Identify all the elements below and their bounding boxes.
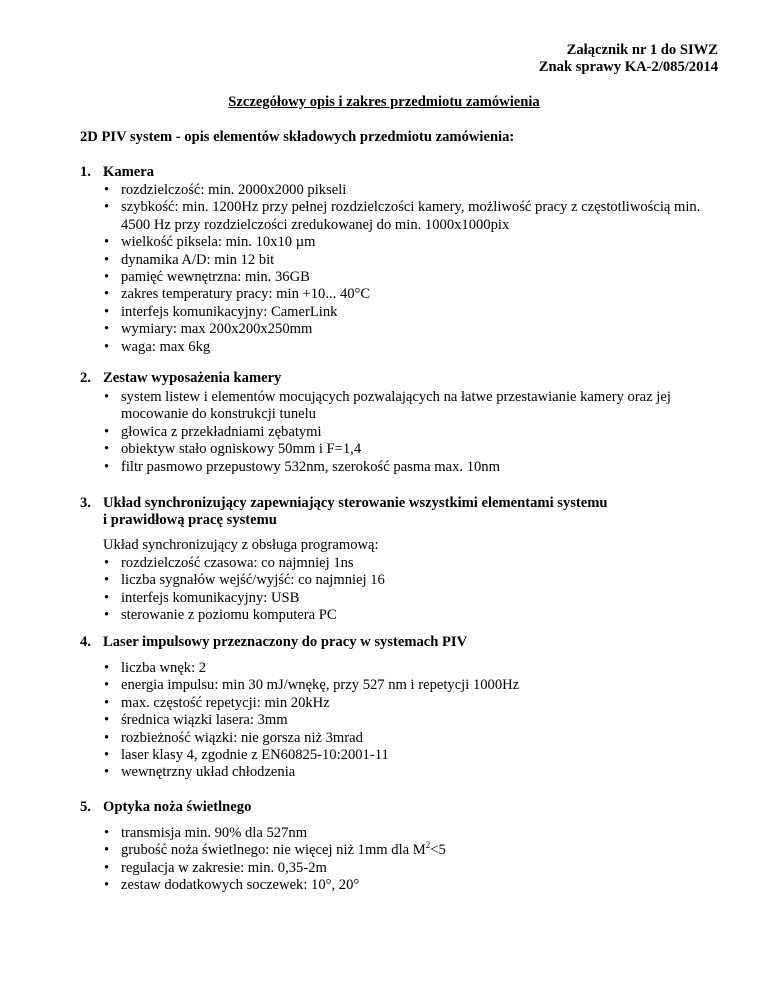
list-item: • średnica wiązki lasera: 3mm xyxy=(0,712,711,729)
list-item: • rozbieżność wiązki: nie gorsza niż 3mrad xyxy=(0,730,711,747)
list-item: • zakres temperatury pracy: min +10... 40°C xyxy=(0,286,711,303)
section-5-list xyxy=(0,825,768,895)
section-title: Zestaw wyposażenia kamery xyxy=(103,370,282,386)
list-item: • energia impulsu: min 30 mJ/wnękę, przy 527 nm i repetycji 1000Hz xyxy=(0,677,711,694)
list-item: • wymiary: max 200x200x250mm xyxy=(0,321,711,338)
section-number: 5. xyxy=(80,799,91,815)
list-item: • interfejs komunikacyjny: USB xyxy=(0,590,711,607)
list-item: • szybkość: min. 1200Hz przy pełnej rozdzielczości kamery, możliwość pracy z częstotliwością min. 4500 Hz przy rozdzielczości zredukowanej do min. 1000x1000pix xyxy=(0,199,711,234)
list-item: • pamięć wewnętrzna: min. 36GB xyxy=(0,269,711,286)
list-item: • zestaw dodatkowych soczewek: 10°, 20° xyxy=(0,877,711,894)
section-title-line-1: Układ synchronizujący zapewniający sterowanie wszystkimi elementami systemu xyxy=(103,495,608,511)
list-item: • dynamika A/D: min 12 bit xyxy=(0,252,711,269)
list-item: • filtr pasmowo przepustowy 532nm, szerokość pasma max. 10nm xyxy=(0,459,711,476)
list-item: • wewnętrzny układ chłodzenia xyxy=(0,764,711,781)
list-item: • waga: max 6kg xyxy=(0,339,711,356)
list-item-tail: <5 xyxy=(430,842,446,859)
section-number: 3. xyxy=(80,495,91,511)
list-item-text: grubość noża świetlnego: nie więcej niż 1mm dla M xyxy=(121,842,426,859)
section-number: 2. xyxy=(80,370,91,386)
list-item: • obiektyw stało ogniskowy 50mm i F=1,4 xyxy=(0,441,711,458)
list-item: • liczba sygnałów wejść/wyjść: co najmniej 16 xyxy=(0,572,711,589)
section-intro: Układ synchronizujący z obsługa programową: xyxy=(103,537,379,553)
list-item: • system listew i elementów mocujących pozwalających na łatwe przestawianie kamery oraz jej mocowanie do konstrukcji tunelu xyxy=(0,389,711,424)
list-item: • wielkość piksela: min. 10x10 µm xyxy=(0,234,711,251)
section-2-list xyxy=(0,389,768,476)
list-item: • głowica z przekładniami zębatymi xyxy=(0,424,711,441)
superscript: 2 xyxy=(425,840,431,851)
section-number: 4. xyxy=(80,634,91,650)
list-item: • liczba wnęk: 2 xyxy=(0,660,711,677)
section-title-line-2: i prawidłową pracę systemu xyxy=(103,512,277,528)
list-item: • max. częstość repetycji: min 20kHz xyxy=(0,695,711,712)
section-number: 1. xyxy=(80,164,91,180)
section-3-list xyxy=(0,555,768,625)
list-item: • rozdzielczość czasowa: co najmniej 1ns xyxy=(0,555,711,572)
attachment-label: Załącznik nr 1 do SIWZ xyxy=(566,42,718,58)
section-title: Optyka noża świetlnego xyxy=(103,799,252,815)
section-title: Laser impulsowy przeznaczony do pracy w systemach PIV xyxy=(103,634,468,650)
section-title: Kamera xyxy=(103,164,155,180)
page-title: Szczegółowy opis i zakres przedmiotu zamówienia xyxy=(228,94,540,110)
list-item: • sterowanie z poziomu komputera PC xyxy=(0,607,711,624)
list-item xyxy=(0,842,711,859)
document-subtitle: 2D PIV system - opis elementów składowych przedmiotu zamówienia: xyxy=(80,129,515,145)
list-item: • rozdzielczość: min. 2000x2000 pikseli xyxy=(0,182,711,199)
list-item: • regulacja w zakresie: min. 0,35-2m xyxy=(0,860,711,877)
list-item: • laser klasy 4, zgodnie z EN60825-10:2001-11 xyxy=(0,747,711,764)
list-item: • transmisja min. 90% dla 527nm xyxy=(0,825,711,842)
section-4-list xyxy=(0,660,768,782)
section-1-list xyxy=(0,182,768,356)
case-number: Znak sprawy KA-2/085/2014 xyxy=(538,59,718,75)
list-item: • interfejs komunikacyjny: CamerLink xyxy=(0,304,711,321)
